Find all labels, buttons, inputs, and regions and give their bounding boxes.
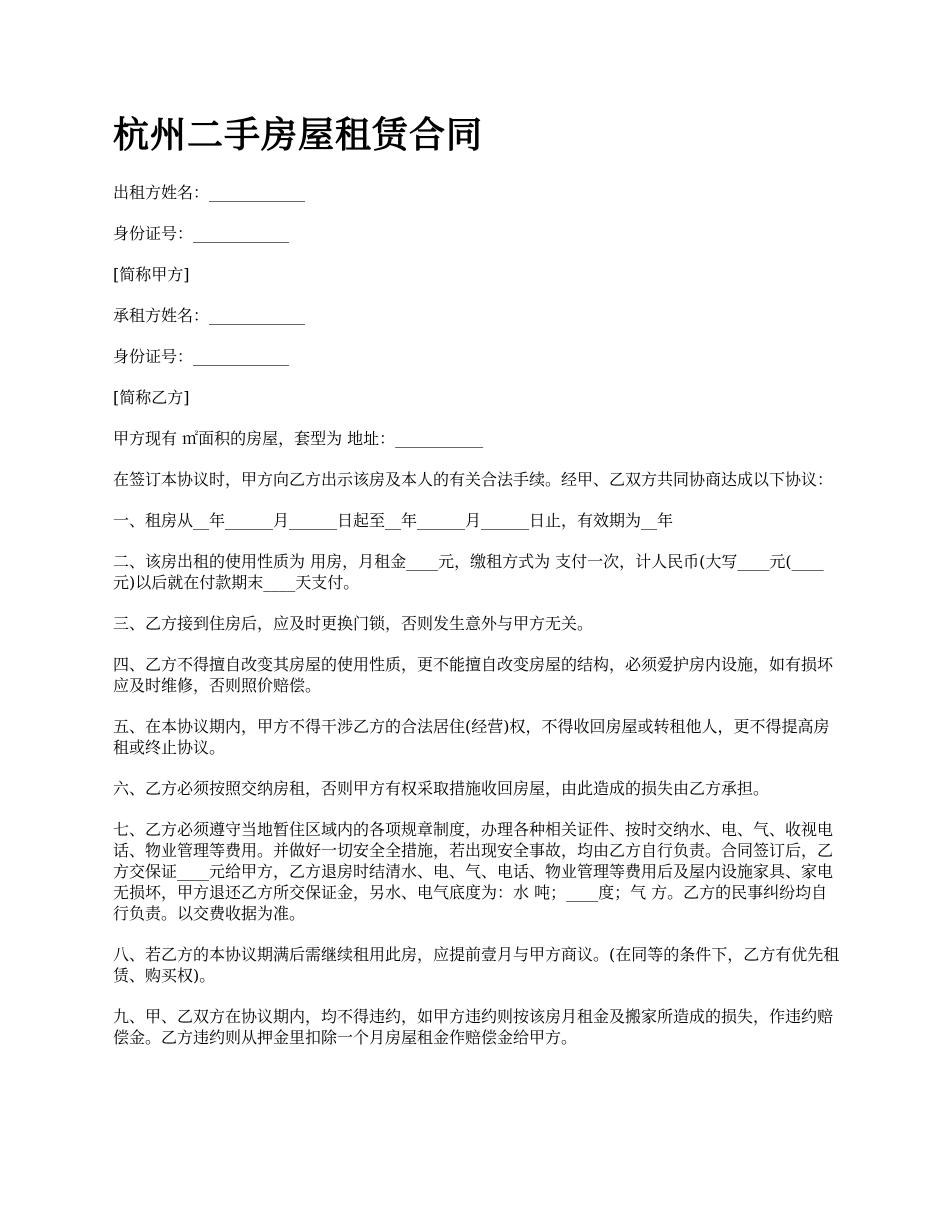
document-page <box>113 110 843 1068</box>
property-line: 甲方现有 ㎡面积的房屋，套型为 地址：___________ <box>113 429 484 448</box>
clause-5: 五、在本协议期内，甲方不得干涉乙方的合法居住(经营)权，不得收回房屋或转租他人，更不得提高房租或终止协议。 <box>113 717 830 757</box>
preamble-paragraph: 在签订本协议时，甲方向乙方出示该房及本人的有关合法手续。经甲、乙双方共同协商达成以下协议： <box>113 470 834 489</box>
clause-9: 九、甲、乙双方在协议期内，均不得违约，如甲方违约则按该房月租金及搬家所造成的损失，作违约赔偿金。乙方违约则从押金里扣除一个月房屋租金作赔偿金给甲方。 <box>113 1007 834 1047</box>
clause-4: 四、乙方不得擅自改变其房屋的使用性质，更不能擅自改变房屋的结构，必须爱护房内设施，如有损坏应及时维修，否则照价赔偿。 <box>113 655 834 695</box>
clause-1: 一、租房从__年______月______日起至__年______月______日止，有效期为__年 <box>113 511 674 530</box>
clause-8: 八、若乙方的本协议期满后需继续租用此房，应提前壹月与甲方商议。(在同等的条件下，乙方有优先租赁、购买权)。 <box>113 945 840 985</box>
clause-3: 三、乙方接到住房后，应及时更换门锁，否则发生意外与甲方无关。 <box>113 614 594 633</box>
lessee-id-line: 身份证号：____________ <box>113 347 290 366</box>
lessor-id-line: 身份证号：____________ <box>113 224 290 243</box>
lessor-name-line: 出租方姓名：____________ <box>113 183 306 202</box>
clause-6: 六、乙方必须按照交纳房租，否则甲方有权采取措施收回房屋，由此造成的损失由乙方承担。 <box>113 779 770 798</box>
document-title: 杭州二手房屋租赁合同 <box>113 115 484 156</box>
clause-7: 七、乙方必须遵守当地暂住区域内的各项规章制度，办理各种相关证件、按时交纳水、电、气、收视电话、物业管理等费用。并做好一切安全全措施，若出现安全事故，均由乙方自行负责。合同签订后，乙方交保证____元给甲方，乙方退房时结清水、电、气、电话、物业管理等费用后及屋内设施家具、家电无损坏，甲方退还乙方所交保证金，另水、电气底度为：水 吨；____度；气 方。乙方的民事纠纷均自行负责。以交费收据为准。 <box>113 820 834 923</box>
clause-2: 二、该房出租的使用性质为 用房，月租金____元，缴租方式为 支付一次，计人民币(大写____元(____元)以后就在付款期末____天支付。 <box>113 552 824 592</box>
lessee-name-line: 承租方姓名：____________ <box>113 306 306 325</box>
party-a-alias: [简称甲方] <box>113 265 190 284</box>
party-b-alias: [简称乙方] <box>113 388 190 407</box>
